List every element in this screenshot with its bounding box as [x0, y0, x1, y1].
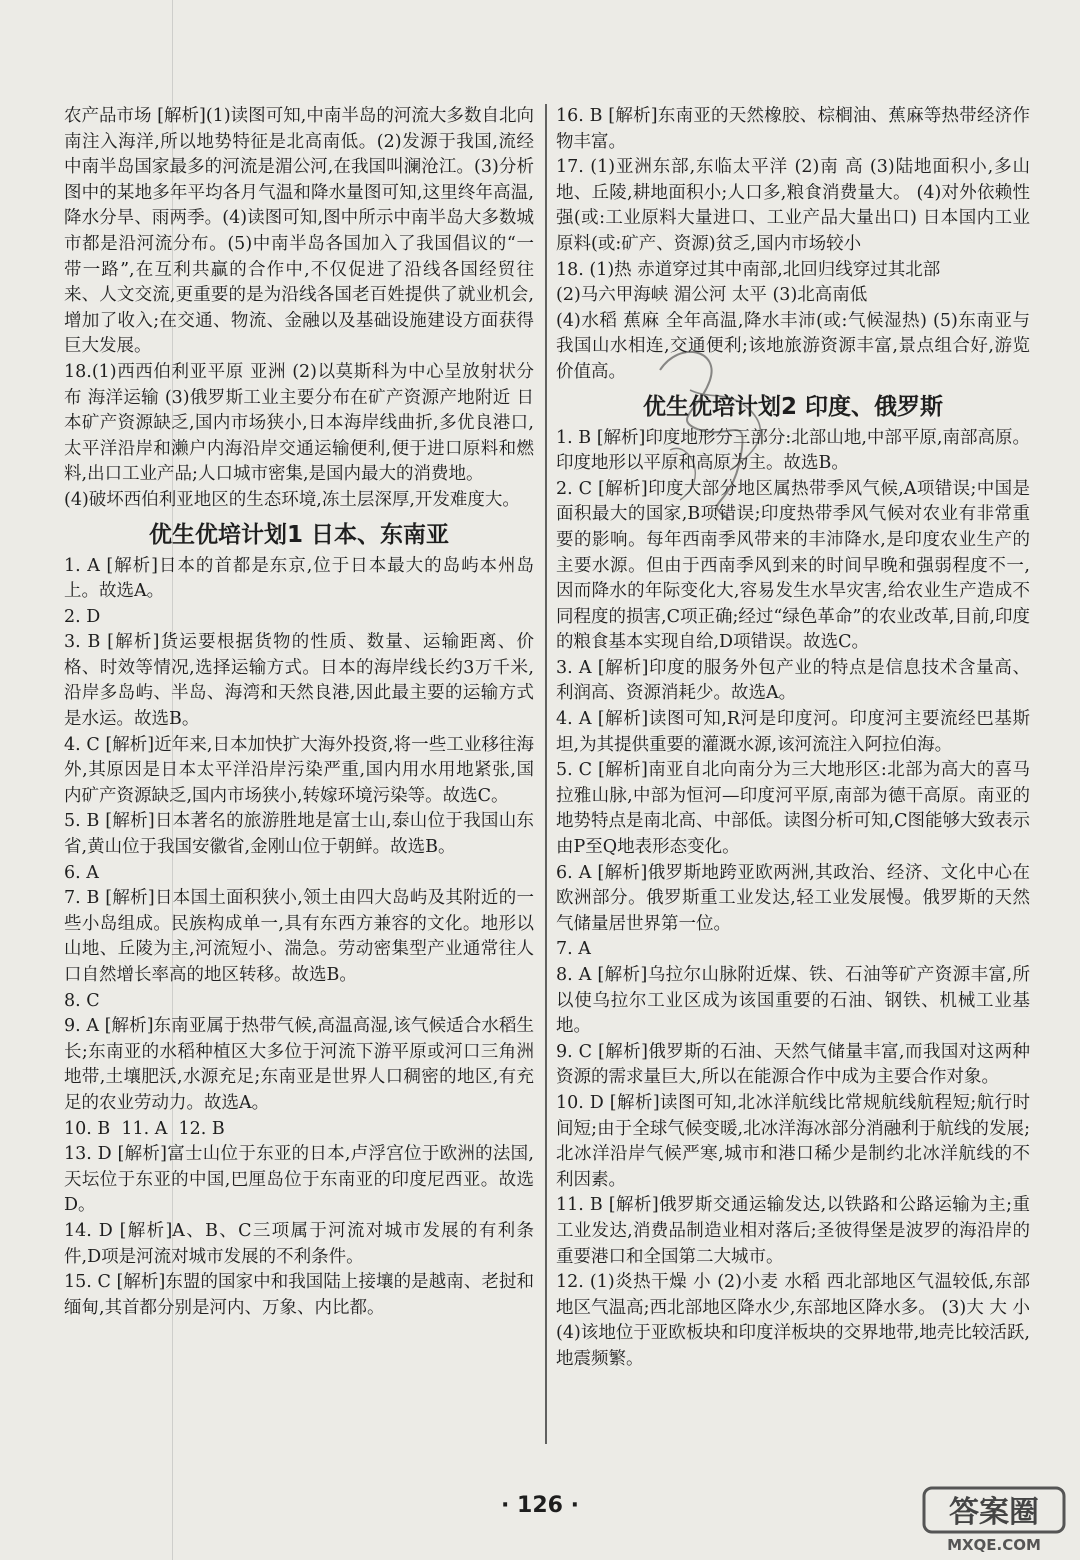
left-column	[64, 104, 534, 1321]
watermark-url: MXQE.COM	[947, 1536, 1041, 1554]
answer-item: 9. A [解析]东南亚属于热带气候,高温高湿,该气候适合水稻生长;东南亚的水稻种植区大多位于河流下游平原或河口三角洲地带,土壤肥沃,水源充足;东南亚是世界人口稠密的地区,有充足的农业劳动力。故选A。	[64, 1016, 534, 1113]
site-watermark-logo	[920, 1486, 1070, 1554]
page-number: · 126 ·	[501, 1493, 579, 1518]
answer-item: 14. D [解析]A、B、C三项属于河流对城市发展的有利条件,D项是河流对城市发展的不利条件。	[64, 1220, 534, 1267]
answer-item: 18. (1)热 赤道穿过其中南部,北回归线穿过其北部 (2)马六甲海峡 湄公河 太平 (3)北高南低 (4)水稻 蕉麻 全年高温,降水丰沛(或:气候湿热) (5)东南亚与我国山水相连,交通便利;该地旅游资源丰富,景点组合好,游览价值高。	[556, 259, 1030, 382]
section-title-plan-1: 优生优培计划1 日本、东南亚	[148, 521, 449, 548]
section-title-plan-2: 优生优培计划2 印度、俄罗斯	[642, 393, 943, 420]
answer-item: 11. B [解析]俄罗斯交通运输发达,以铁路和公路运输为主;重工业发达,消费品制造业相对落后;圣彼得堡是波罗的海沿岸的重要港口和全国第二大城市。	[556, 1195, 1030, 1267]
answer-item: 9. C [解析]俄罗斯的石油、天然气储量丰富,而我国对这两种资源的需求量巨大,所以在能源合作中成为主要合作对象。	[556, 1041, 1030, 1088]
answer-block-18: 18.(1)西西伯利亚平原 亚洲 (2)以莫斯科为中心呈放射状分布 海洋运输 (3)俄罗斯工业主要分布在矿产资源产地附近 日本矿产资源缺乏,国内市场狭小,日本海岸线曲折,多优良港口,太平洋沿岸和濑户内海沿岸交通运输便利,便于进口原料和燃料,出口工业产品;人口城市密集,是国内最大的消费地。 (4)破坏西伯利亚地区的生态环境,冻土层深厚,开发难度大。	[64, 361, 534, 510]
answer-list-plan-2	[556, 426, 1036, 1373]
answer-item: 2. C [解析]印度大部分地区属热带季风气候,A项错误;中国是面积最大的国家,B项错误;印度热带季风气候对农业有非常重要的影响。每年西南季风带来的丰沛降水,是印度农业生产的主要水源。但由于西南季风到来的时间早晚和强弱程度不一,因而降水的年际变化大,容易发生水旱灾害,给农业生产造成不同程度的损害,C项正确;经过“绿色革命”的农业改革,目前,印度的粮食基本实现自给,D项错误。故选C。	[556, 478, 1030, 653]
answer-item: 6. A	[64, 862, 99, 883]
answer-block-continued: 农产品市场 [解析](1)读图可知,中南半岛的河流大多数自北向南注入海洋,所以地势特征是北高南低。(2)发源于我国,流经中南半岛国家最多的河流是湄公河,在我国叫澜沧江。(3)分析图中的某地多年平均各月气温和降水量图可知,这里终年高温,降水分旱、雨两季。(4)读图可知,图中所示中南半岛大多数城市都是沿河流分布。(5)中南半岛各国加入了我国倡议的“一带一路”,在互利共赢的合作中,不仅促进了沿线各国经贸往来、人文交流,更重要的是为沿线各国老百姓提供了就业机会,增加了收入;在交通、物流、金融以及基础设施建设方面获得巨大发展。	[64, 106, 534, 357]
answer-item: 5. B [解析]日本著名的旅游胜地是富士山,泰山位于我国山东省,黄山位于我国安徽省,金刚山位于朝鲜。故选B。	[64, 811, 534, 858]
answer-item: 13. D [解析]富士山位于东亚的日本,卢浮宫位于欧洲的法国,天坛位于东亚的中国,巴厘岛位于东南亚的印度尼西亚。故选D。	[64, 1144, 534, 1216]
answer-item: 8. C	[64, 990, 100, 1011]
answer-item: 15. C [解析]东盟的国家中和我国陆上接壤的是越南、老挝和缅甸,其首都分别是河内、万象、内比都。	[64, 1272, 534, 1318]
answer-item: 2. D	[64, 606, 101, 627]
answer-item: 7. A	[556, 939, 591, 960]
column-divider	[545, 104, 547, 1444]
answer-item: 3. B [解析]货运要根据货物的性质、数量、运输距离、价格、时效等情况,选择运输方式。日本的海岸线长约3万千米,沿岸多岛屿、半岛、海湾和天然良港,因此最主要的运输方式是水运。故选B。	[64, 632, 534, 730]
answer-item: 12. (1)炎热干燥 小 (2)小麦 水稻 西北部地区气温较低,东部地区气温高;西北部地区降水少,东部地区降水多。 (3)大 大 小 (4)该地位于亚欧板块和印度洋板块的交界地带,地壳比较活跃,地震频繁。	[556, 1272, 1036, 1369]
answer-item: 4. C [解析]近年来,日本加快扩大海外投资,将一些工业移往海外,其原因是日本太平洋沿岸污染严重,国内用水用地紧张,国内矿产资源缺乏,国内市场狭小,转嫁环境污染等。故选C。	[64, 734, 534, 806]
answer-item: 4. A [解析]读图可知,R河是印度河。印度河主要流经巴基斯坦,为其提供重要的灌溉水源,该河流注入阿拉伯海。	[556, 709, 1030, 755]
answer-item: 10. B 11. A 12. B	[64, 1118, 225, 1139]
answer-item: 8. A [解析]乌拉尔山脉附近煤、铁、石油等矿产资源丰富,所以使乌拉尔工业区成为该国重要的石油、钢铁、机械工业基地。	[556, 965, 1030, 1037]
answer-item: 1. A [解析]日本的首都是东京,位于日本最大的岛屿本州岛上。故选A。	[64, 555, 534, 602]
handwritten-scribble	[640, 330, 790, 540]
right-column	[556, 104, 1036, 1373]
answer-list-plan-1	[64, 554, 534, 1322]
answer-item: 17. (1)亚洲东部,东临太平洋 (2)南 高 (3)陆地面积小,多山地、丘陵,耕地面积小;人口多,粮食消费量大。 (4)对外依赖性强(或:工业原料大量进口、工业产品大量出口) 日本国内工业原料(或:矿产、资源)贫乏,国内市场较小	[556, 157, 1030, 254]
answer-item: 7. B [解析]日本国土面积狭小,领土由四大岛屿及其附近的一些小岛组成。民族构成单一,具有东西方兼容的文化。地形以山地、丘陵为主,河流短小、湍急。劳动密集型产业通常往人口自然增长率高的地区转移。故选B。	[64, 888, 534, 985]
answer-item: 3. A [解析]印度的服务外包产业的特点是信息技术含量高、利润高、资源消耗少。故选A。	[556, 657, 1030, 704]
answer-item: 16. B [解析]东南亚的天然橡胶、棕榈油、蕉麻等热带经济作物丰富。	[556, 106, 1030, 152]
watermark-text: 答案圈	[949, 1495, 1039, 1530]
answer-item: 10. D [解析]读图可知,北冰洋航线比常规航线航程短;航行时间短;由于全球气候变暖,北冰洋海冰部分消融利于航线的发展;北冰洋沿岸气候严寒,城市和港口稀少是制约北冰洋航线的不利因素。	[556, 1092, 1030, 1190]
answer-item: 5. C [解析]南亚自北向南分为三大地形区:北部为高大的喜马拉雅山脉,中部为恒河—印度河平原,南部为德干高原。南亚的地势特点是南北高、中部低。读图分析可知,C图能够大致表示由P至Q地表形态变化。	[556, 760, 1030, 858]
answer-item: 1. B [解析]印度地形分三部分:北部山地,中部平原,南部高原。印度地形以平原和高原为主。故选B。	[556, 427, 1030, 474]
answer-item: 6. A [解析]俄罗斯地跨亚欧两洲,其政治、经济、文化中心在欧洲部分。俄罗斯重工业发达,轻工业发展慢。俄罗斯的天然气储量居世界第一位。	[556, 862, 1030, 934]
